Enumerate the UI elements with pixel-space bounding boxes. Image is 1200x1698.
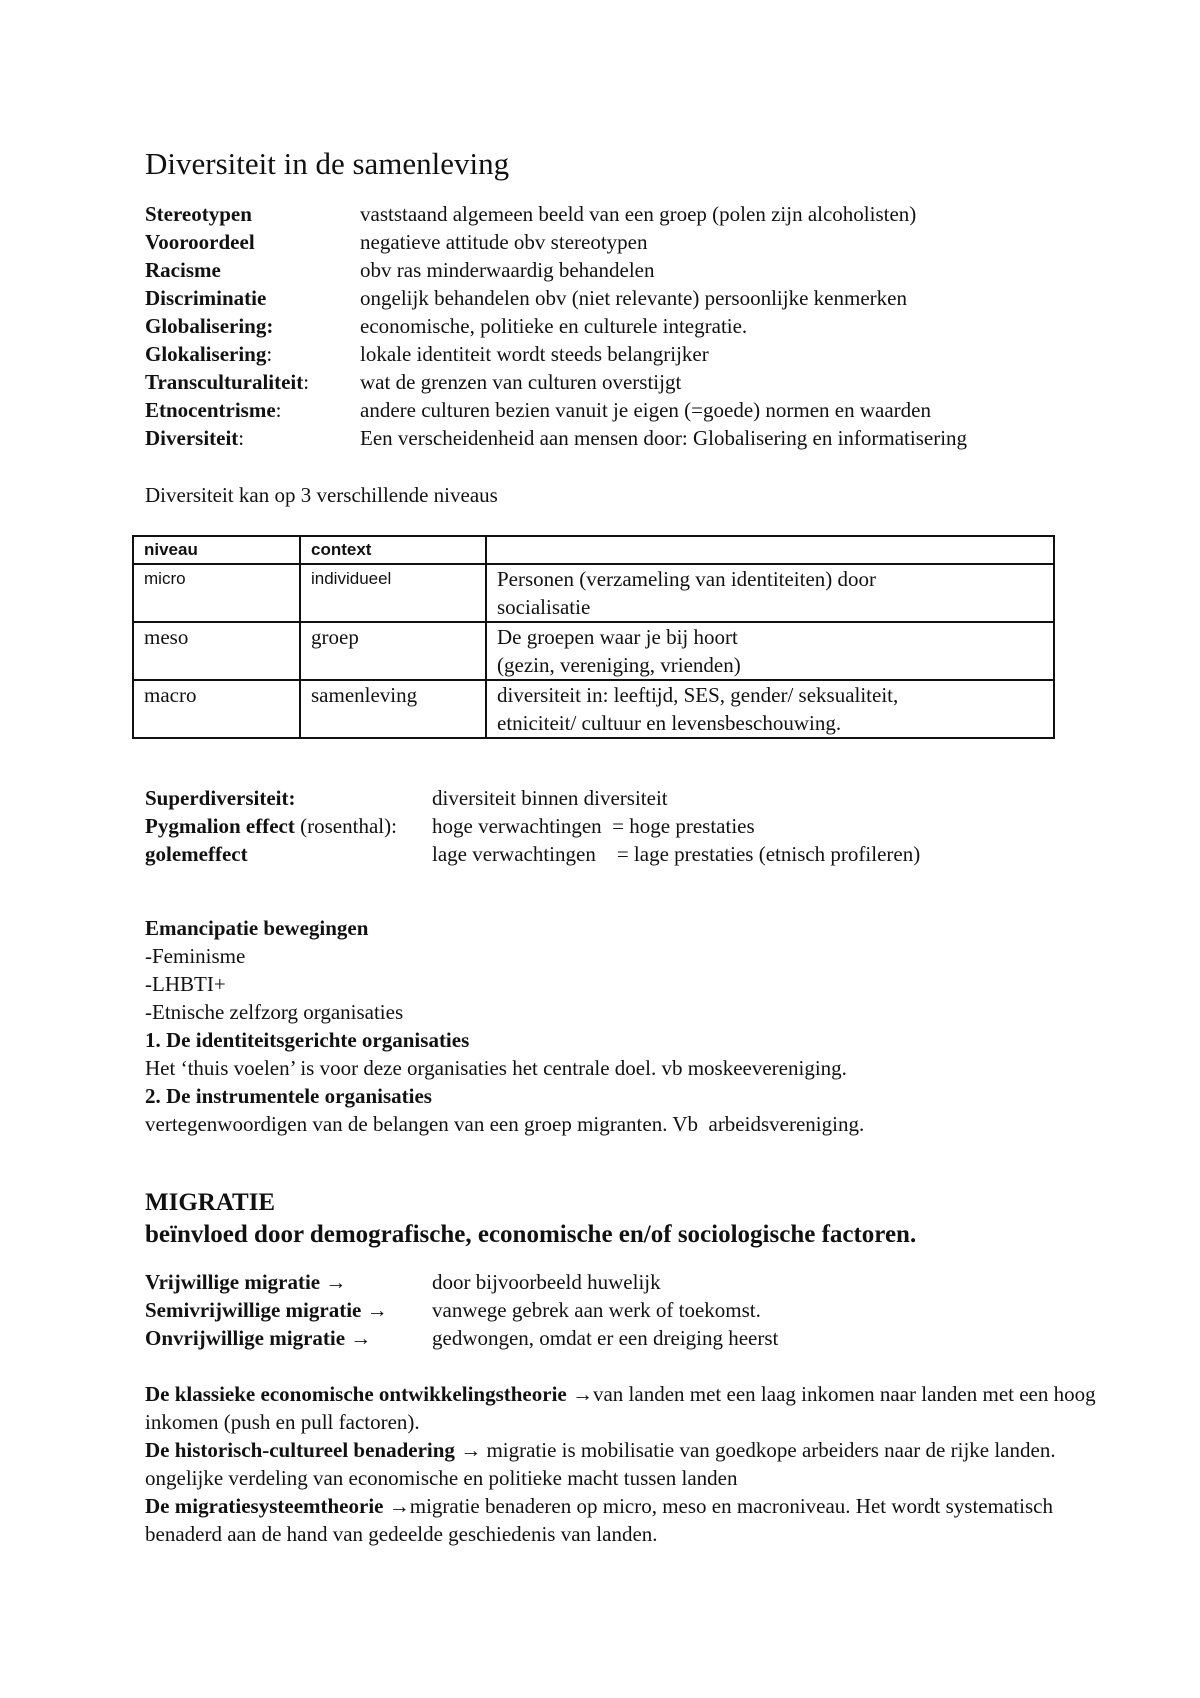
niveau-cell: macro xyxy=(133,680,300,738)
definition-desc: vaststaand algemeen beeld van een groep (polen zijn alcoholisten) xyxy=(360,202,917,226)
definition-row xyxy=(145,284,1145,312)
definition-term: Globalisering: xyxy=(145,314,274,338)
definition-desc: andere culturen bezien vanuit je eigen (=goede) normen en waarden xyxy=(360,398,931,422)
paragraph: vertegenwoordigen van de belangen van een groep migranten. Vb arbeidsvereniging. xyxy=(145,1112,865,1136)
column-header: context xyxy=(300,536,486,564)
list-item: -Etnische zelfzorg organisaties xyxy=(145,1000,404,1024)
page-title: Diversiteit in de samenleving xyxy=(145,146,510,181)
theory-name: De klassieke economische ontwikkelingstheorie xyxy=(145,1382,567,1406)
migration-title: MIGRATIE xyxy=(145,1189,276,1216)
section-heading: Emancipatie bewegingen xyxy=(145,916,369,940)
theory-text: →van landen met een laag inkomen naar landen met een hoog inkomen (push en pull factoren). xyxy=(145,1382,1096,1434)
emancipation-section xyxy=(145,914,1145,1138)
definition-row xyxy=(145,368,1145,396)
migration-type-term: Onvrijwillige migratie → xyxy=(145,1326,372,1350)
definition-row xyxy=(145,312,1145,340)
effect-row xyxy=(145,784,1145,812)
levels-intro: Diversiteit kan op 3 verschillende niveaus xyxy=(145,483,498,507)
effects-list xyxy=(145,784,1145,868)
table-row xyxy=(133,622,1054,680)
migration-type-row xyxy=(145,1296,1145,1324)
effect-desc: diversiteit binnen diversiteit xyxy=(432,786,668,810)
description-line: Personen (verzameling van identiteiten) door xyxy=(497,567,877,591)
description-cell xyxy=(486,564,1054,622)
levels-table xyxy=(132,535,1055,739)
definition-desc: negatieve attitude obv stereotypen xyxy=(360,230,648,254)
theory-paragraph xyxy=(145,1492,1105,1548)
theory-paragraph xyxy=(145,1380,1105,1436)
definition-suffix: : xyxy=(275,398,282,422)
definition-term: Discriminatie xyxy=(145,286,267,310)
definition-suffix: : xyxy=(303,370,310,394)
definition-list xyxy=(145,200,1145,452)
effect-extra: (rosenthal): xyxy=(294,814,397,838)
migration-subtitle: beïnvloed door demografische, economische en/of sociologische factoren. xyxy=(145,1221,917,1248)
theory-name: De historisch-cultureel benadering xyxy=(145,1438,455,1462)
description-line: De groepen waar je bij hoort xyxy=(497,625,738,649)
definition-suffix: : xyxy=(266,342,273,366)
description-line: (gezin, vereniging, vrienden) xyxy=(497,653,741,677)
list-item: -LHBTI+ xyxy=(145,972,226,996)
table-header-row xyxy=(133,536,1054,564)
effect-row xyxy=(145,840,1145,868)
description-cell xyxy=(486,622,1054,680)
migration-type-row xyxy=(145,1268,1145,1296)
definition-desc: wat de grenzen van culturen overstijgt xyxy=(360,370,682,394)
subsection-heading: 1. De identiteitsgerichte organisaties xyxy=(145,1028,470,1052)
effect-term: Pygmalion effect xyxy=(145,814,295,838)
definition-row xyxy=(145,424,1145,452)
context-cell: groep xyxy=(300,622,486,680)
paragraph: Het ‘thuis voelen’ is voor deze organisaties het centrale doel. vb moskeevereniging. xyxy=(145,1056,847,1080)
effect-desc: hoge verwachtingen = hoge prestaties xyxy=(432,814,755,838)
migration-type-term: Semivrijwillige migratie → xyxy=(145,1298,388,1322)
definition-desc: obv ras minderwaardig behandelen xyxy=(360,258,655,282)
theory-text: →migratie benaderen op micro, meso en macroniveau. Het wordt systematisch benaderd aan de hand van gedeelde geschiedenis van landen. xyxy=(145,1494,1053,1546)
definition-row xyxy=(145,200,1145,228)
migration-types xyxy=(145,1268,1145,1352)
theory-paragraph xyxy=(145,1436,1105,1492)
migration-type-desc: door bijvoorbeeld huwelijk xyxy=(432,1270,661,1294)
effect-term: Superdiversiteit: xyxy=(145,786,296,810)
definition-suffix: : xyxy=(238,426,245,450)
effect-desc: lage verwachtingen = lage prestaties (etnisch profileren) xyxy=(432,842,921,866)
description-line: etniciteit/ cultuur en levensbeschouwing. xyxy=(497,711,842,735)
theory-text: → migratie is mobilisatie van goedkope arbeiders naar de rijke landen. ongelijke verdeling van economische en politieke macht tussen landen xyxy=(145,1438,1056,1490)
subsection-heading: 2. De instrumentele organisaties xyxy=(145,1084,432,1108)
definition-term: Transculturaliteit xyxy=(145,370,304,394)
description-line: diversiteit in: leeftijd, SES, gender/ seksualiteit, xyxy=(497,683,899,707)
definition-term: Racisme xyxy=(145,258,221,282)
effect-row xyxy=(145,812,1145,840)
migration-type-row xyxy=(145,1324,1145,1352)
list-item: -Feminisme xyxy=(145,944,246,968)
definition-row xyxy=(145,256,1145,284)
definition-row xyxy=(145,340,1145,368)
definition-row xyxy=(145,228,1145,256)
definition-desc: economische, politieke en culturele integratie. xyxy=(360,314,748,338)
migration-type-desc: vanwege gebrek aan werk of toekomst. xyxy=(432,1298,761,1322)
column-header xyxy=(486,536,1054,564)
definition-row xyxy=(145,396,1145,424)
definition-term: Glokalisering xyxy=(145,342,267,366)
definition-term: Diversiteit xyxy=(145,426,239,450)
context-cell: individueel xyxy=(300,564,486,622)
migration-type-term: Vrijwillige migratie → xyxy=(145,1270,347,1294)
description-line: socialisatie xyxy=(497,595,591,619)
niveau-cell: meso xyxy=(133,622,300,680)
migration-type-desc: gedwongen, omdat er een dreiging heerst xyxy=(432,1326,779,1350)
column-header: niveau xyxy=(133,536,300,564)
niveau-cell: micro xyxy=(133,564,300,622)
theory-name: De migratiesysteemtheorie xyxy=(145,1494,384,1518)
context-cell: samenleving xyxy=(300,680,486,738)
description-cell xyxy=(486,680,1054,738)
definition-term: Etnocentrisme xyxy=(145,398,276,422)
table-row xyxy=(133,564,1054,622)
table-row xyxy=(133,680,1054,738)
definition-term: Stereotypen xyxy=(145,202,252,226)
definition-desc: lokale identiteit wordt steeds belangrijker xyxy=(360,342,709,366)
definition-desc: ongelijk behandelen obv (niet relevante) persoonlijke kenmerken xyxy=(360,286,907,310)
effect-term: golemeffect xyxy=(145,842,248,866)
migration-theories xyxy=(145,1380,1105,1548)
definition-term: Vooroordeel xyxy=(145,230,255,254)
definition-desc: Een verscheidenheid aan mensen door: Globalisering en informatisering xyxy=(360,426,968,450)
